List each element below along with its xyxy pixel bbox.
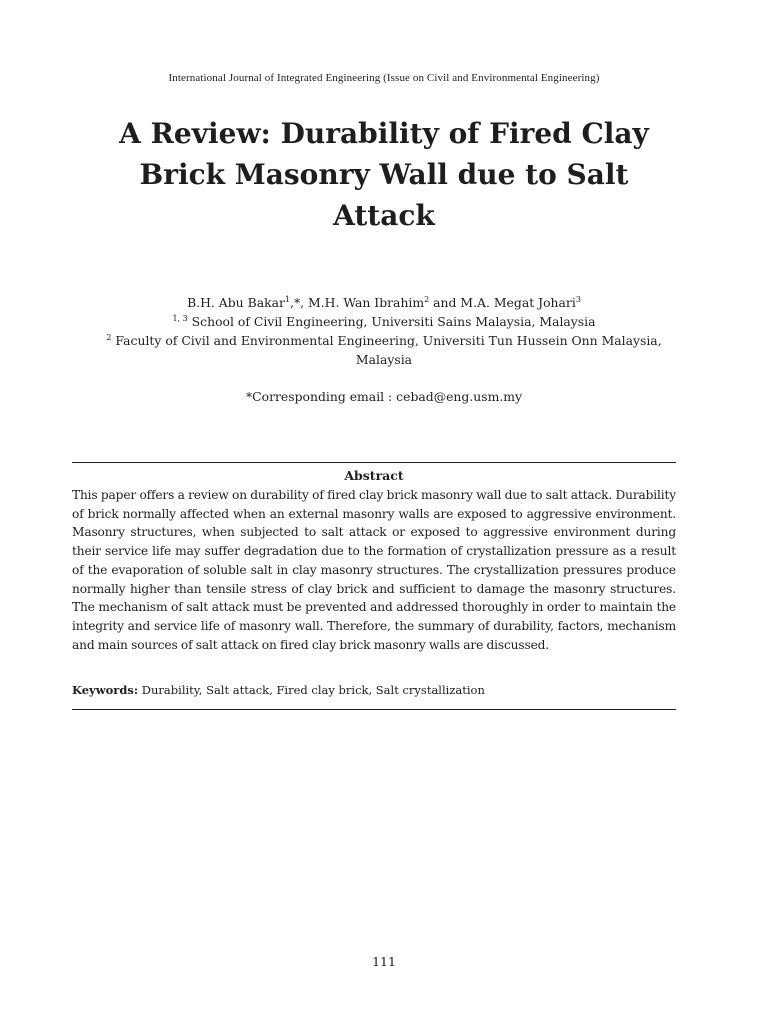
- abstract-bottom-rule: [72, 709, 676, 710]
- paper-title-line-1: A Review: Durability of Fired Clay: [119, 117, 649, 150]
- paper-title: [60, 113, 708, 236]
- author-list: [60, 293, 708, 312]
- affiliation-2-continued: Malaysia: [355, 352, 413, 367]
- author-affiliation-mark: 2: [424, 294, 430, 304]
- corresponding-mark: ,*,: [290, 295, 309, 310]
- author-affiliation-mark: 3: [575, 294, 581, 304]
- abstract-top-rule: [72, 462, 676, 463]
- affiliation-1: [60, 312, 708, 331]
- author-block: [60, 293, 708, 369]
- author-name: B.H. Abu Bakar: [187, 295, 285, 310]
- affiliation-text: School of Civil Engineering, Universiti Sains Malaysia, Malaysia: [187, 314, 596, 329]
- affiliation-text: Faculty of Civil and Environmental Engineering, Universiti Tun Hussein Onn Malaysia,: [111, 333, 662, 348]
- author-affiliation-mark: 1: [284, 294, 291, 304]
- abstract-body: This paper offers a review on durability of fired clay brick masonry wall due to salt attack. Durability of brick normally affected when an external masonry walls are exposed to aggressive environment. Masonry structures, when subjected to salt attack or exposed to aggressive environment during their service life may suffer degradation due to the formation of crystallization pressure as a result of the evaporation of soluble salt in clay masonry structures. The crystallization pressures produce normally higher than tensile stress of clay brick and sufficient to damage the masonry structures. The mechanism of salt attack must be prevented and addressed thoroughly in order to maintain the integrity and service life of masonry wall. Therefore, the summary of durability, factors, mechanism and main sources of salt attack on fired clay brick masonry walls are discussed.: [72, 488, 676, 652]
- keywords-label: Keywords:: [72, 683, 139, 697]
- affiliation-mark: 1, 3: [172, 313, 188, 323]
- affiliation-2: [60, 331, 708, 350]
- corresponding-email: *Corresponding email : cebad@eng.usm.my: [245, 389, 523, 404]
- paper-title-line-2: Brick Masonry Wall due to Salt: [139, 158, 629, 191]
- affiliation-mark: 2: [106, 332, 112, 342]
- page-number: 111: [372, 954, 396, 969]
- journal-header: International Journal of Integrated Engineering (Issue on Civil and Environmental Engineering): [168, 72, 600, 84]
- abstract-heading: Abstract: [344, 468, 404, 483]
- author-conjunction: and: [429, 295, 461, 310]
- author-name: M.H. Wan Ibrahim: [308, 295, 425, 310]
- keywords-text: Durability, Salt attack, Fired clay brick, Salt crystallization: [138, 683, 485, 697]
- keywords-line: [72, 683, 676, 697]
- author-name: M.A. Megat Johari: [460, 295, 576, 310]
- paper-title-line-3: Attack: [333, 199, 435, 232]
